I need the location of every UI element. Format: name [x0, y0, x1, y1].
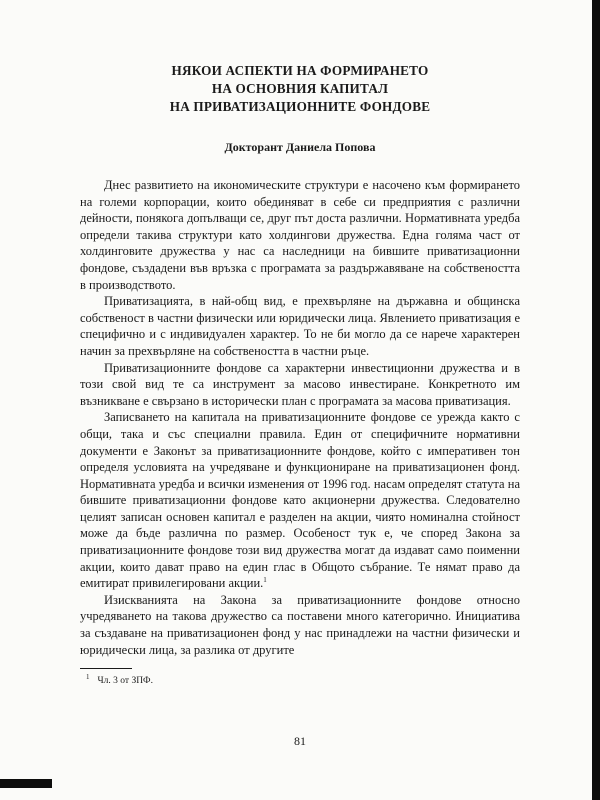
- paragraph-3: Приватизационните фондове са характерни инвестиционни дружества и в този свой вид те са инструмент за масово инвестиране. Конкретното им възникване е свързано в исторически план с програмата за масова приватизация.: [80, 360, 520, 408]
- scan-edge-shadow: [592, 0, 600, 800]
- footnote-divider: [80, 668, 132, 669]
- scan-edge-bar: [0, 779, 52, 788]
- paragraph-2: Приватизацията, в най-общ вид, е прехвърляне на държавна и общинска собственост в частни физически или юридически лица. Явлението приватизация е специфично и с индивидуален характер. То не би могло да се нарече характерен начин за прехвърляне на собствеността в частни ръце.: [80, 294, 520, 358]
- article-body: [80, 177, 520, 658]
- title-line-3: НА ПРИВАТИЗАЦИОННИТЕ ФОНДОВЕ: [169, 99, 431, 114]
- footnote: [80, 673, 520, 686]
- paragraph-5: Изискванията на Закона за приватизационните фондове относно учредяването на такова дружество са поставени много категорично. Инициатива за създаване на приватизационен фонд у нас принадлежи на частни физически и юридически лица, за разлика от другите: [80, 592, 520, 657]
- title-line-2: НА ОСНОВНИЯ КАПИТАЛ: [211, 81, 389, 96]
- paragraph-1: Днес развитието на икономическите структури е насочено към формирането на големи корпорации, които обединяват в себе си предприятия с различни дейности, понякога допълващи се, друг път доста различни. Нормативната уредба определи такива структури като холдингови дружества. Една голяма част от холдинговите дружества у нас са наследници на бившите приватизационни фондове, създадени във връзка с програмата за раздържавяване на собствеността в производството.: [80, 178, 520, 292]
- paragraph-4: [80, 409, 520, 592]
- page-number: 81: [294, 734, 306, 748]
- paragraph-4-text: Записването на капитала на приватизационните фондове се урежда както с общи, така и със специални правила. Един от специфичните нормативни документи е Законът за приватизационните фондове, който с императивен тон определя условията на учредяване и функциониране на приватизационен фонд. Нормативната уредба и всички изменения от 1996 год. насам определят статута на бившите приватизационни фондове като акционерни дружества. Следователно целият записан основен капитал е разделен на акции, чиято номинална стойност може да бъде различна по размер. Особеност тук е, че според Закона за приватизационните фондове този вид дружества могат да издават само поименни акции, които дават право на един глас в Общото събрание. Те нямат право да емитират привилегировани акции.: [80, 410, 520, 591]
- footnote-number: 1: [86, 673, 90, 682]
- author-line: Докторант Даниела Попова: [224, 140, 376, 154]
- title-line-1: НЯКОИ АСПЕКТИ НА ФОРМИРАНЕТО: [171, 63, 429, 78]
- footnote-reference: 1: [263, 576, 267, 585]
- page-content: [80, 62, 520, 686]
- article-title: [80, 62, 520, 116]
- footnote-text: Чл. 3 от ЗПФ.: [97, 676, 153, 687]
